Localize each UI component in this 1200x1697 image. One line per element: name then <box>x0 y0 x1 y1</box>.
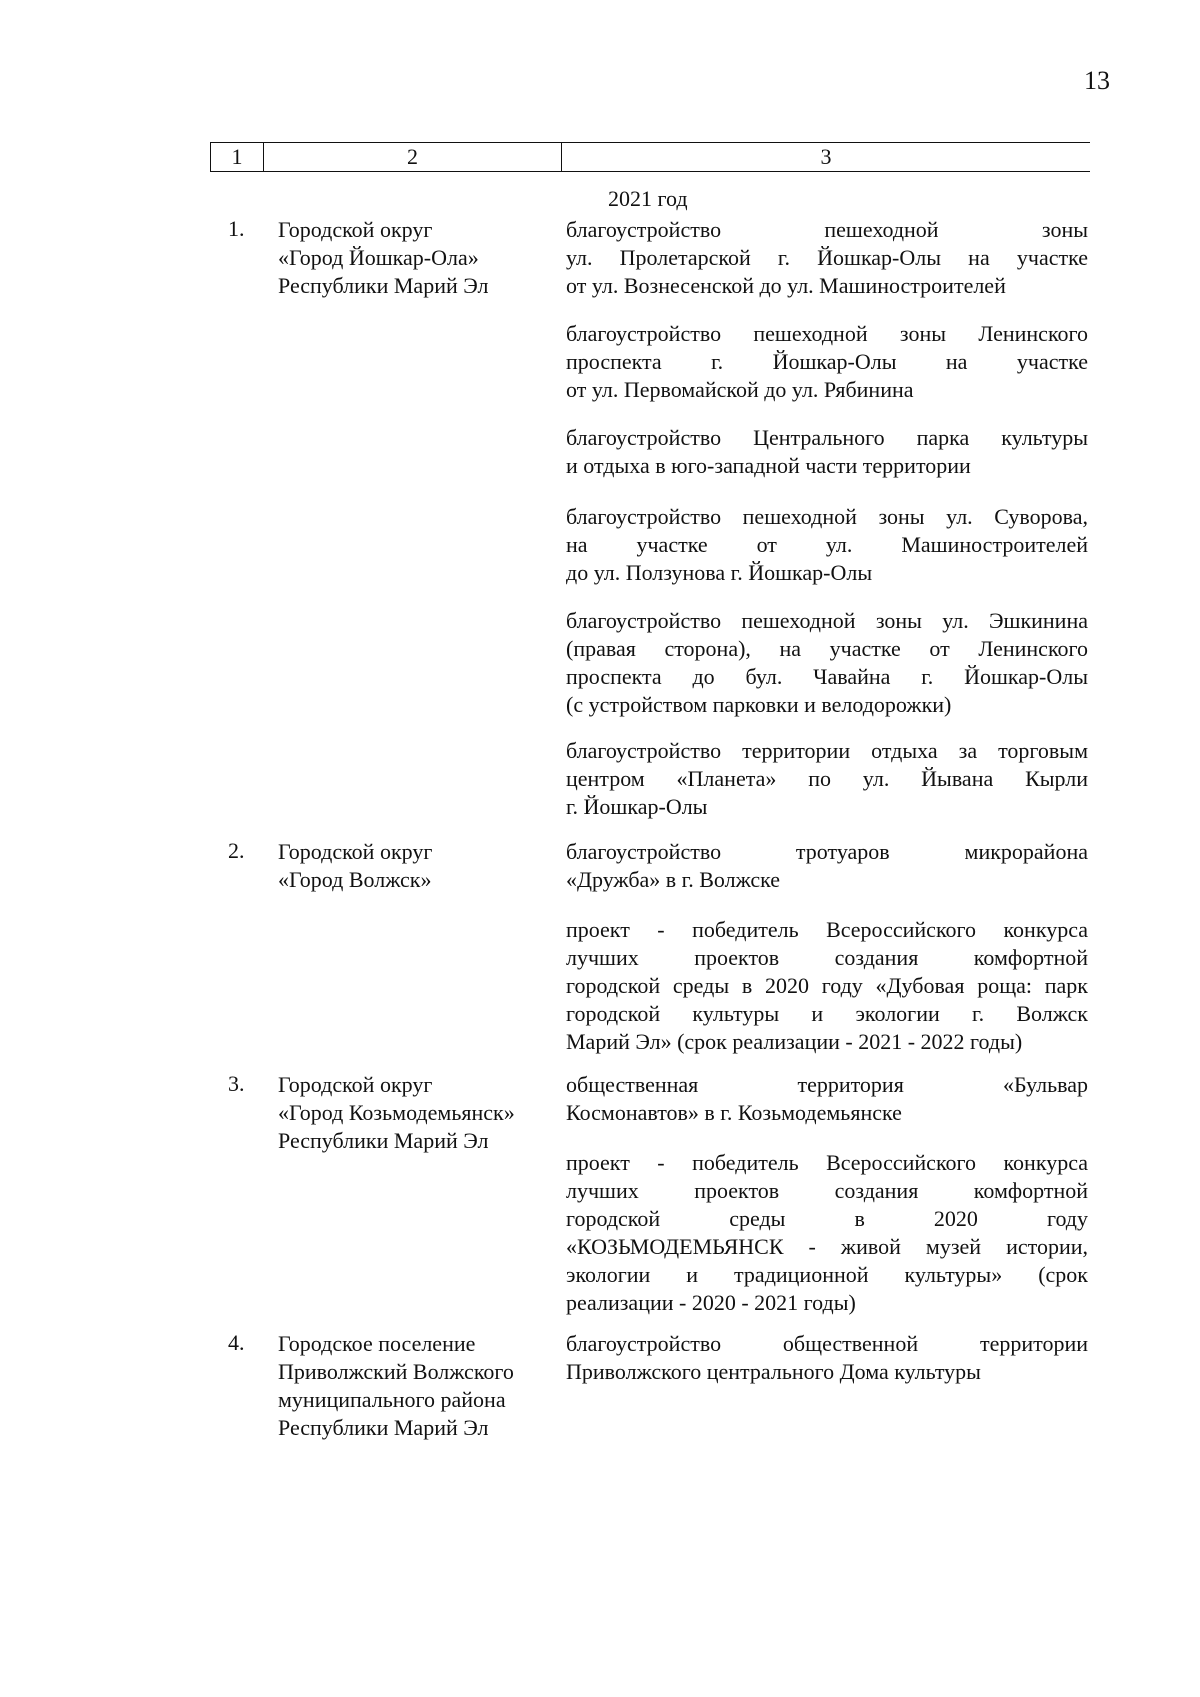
project-item <box>566 424 1088 480</box>
project-line: благоустройство общественной территории <box>566 1331 1088 1356</box>
header-col-1: 1 <box>211 143 264 172</box>
district-line: Республики Марий Эл <box>278 273 489 298</box>
year-heading: 2021 год <box>608 186 688 211</box>
project-item <box>566 1071 1088 1127</box>
district-name <box>278 1330 548 1442</box>
project-line: (с устройством парковки и велодорожки) <box>566 692 952 717</box>
table-header <box>210 142 1090 172</box>
project-item <box>566 1330 1088 1386</box>
project-line: от ул. Первомайской до ул. Рябинина <box>566 377 914 402</box>
header-col-3: 3 <box>562 143 1091 172</box>
district-line: муниципального района <box>278 1387 506 1412</box>
district-name <box>278 838 548 894</box>
district-line: «Город Козьмодемьянск» <box>278 1100 515 1125</box>
district-line: Городской округ <box>278 1072 433 1097</box>
project-line: городской среды в 2020 году <box>566 1206 1088 1231</box>
district-line: Приволжский Волжского <box>278 1359 514 1384</box>
project-line: до ул. Ползунова г. Йошкар-Олы <box>566 560 873 585</box>
project-item <box>566 607 1088 719</box>
district-name <box>278 1071 548 1155</box>
district-line: Городское поселение <box>278 1331 476 1356</box>
row-number: 2. <box>228 838 245 863</box>
project-line: «КОЗЬМОДЕМЬЯНСК - живой музей истории, <box>566 1234 1088 1259</box>
row-number: 3. <box>228 1071 245 1096</box>
project-line: «Дружба» в г. Волжске <box>566 867 781 892</box>
project-line: Приволжского центрального Дома культуры <box>566 1359 981 1384</box>
project-line: благоустройство пешеходной зоны Ленинского <box>566 321 1088 346</box>
project-line: благоустройство Центрального парка культуры <box>566 425 1088 450</box>
project-line: (правая сторона), на участке от Ленинского <box>566 636 1088 661</box>
project-item <box>566 503 1088 587</box>
row-number: 1. <box>228 216 245 241</box>
project-line: Марий Эл» (срок реализации - 2021 - 2022 годы) <box>566 1029 1023 1054</box>
project-line: благоустройство пешеходной зоны <box>566 217 1088 242</box>
project-line: реализации - 2020 - 2021 годы) <box>566 1290 856 1315</box>
project-line: экологии и традиционной культуры» (срок <box>566 1262 1088 1287</box>
project-line: благоустройство пешеходной зоны ул. Эшкинина <box>566 608 1088 633</box>
project-line: проект - победитель Всероссийского конкурса <box>566 917 1088 942</box>
project-line: на участке от ул. Машиностроителей <box>566 532 1088 557</box>
header-col-2: 2 <box>264 143 562 172</box>
row-number: 4. <box>228 1330 245 1355</box>
project-line: благоустройство тротуаров микрорайона <box>566 839 1088 864</box>
project-line: центром «Планета» по ул. Йывана Кырли <box>566 766 1088 791</box>
project-item <box>566 1149 1088 1317</box>
project-line: проект - победитель Всероссийского конкурса <box>566 1150 1088 1175</box>
project-item <box>566 838 1088 894</box>
district-line: Республики Марий Эл <box>278 1128 489 1153</box>
project-line: городской культуры и экологии г. Волжск <box>566 1001 1088 1026</box>
project-item <box>566 737 1088 821</box>
project-line: проспекта до бул. Чавайна г. Йошкар-Олы <box>566 664 1088 689</box>
project-line: городской среды в 2020 году «Дубовая роща: парк <box>566 973 1088 998</box>
project-line: лучших проектов создания комфортной <box>566 1178 1088 1203</box>
project-line: проспекта г. Йошкар-Олы на участке <box>566 349 1088 374</box>
project-item <box>566 916 1088 1056</box>
page-number: 13 <box>1084 66 1110 95</box>
project-line: ул. Пролетарской г. Йошкар-Олы на участке <box>566 245 1088 270</box>
project-line: г. Йошкар-Олы <box>566 794 708 819</box>
project-line: Космонавтов» в г. Козьмодемьянске <box>566 1100 902 1125</box>
district-line: Республики Марий Эл <box>278 1415 489 1440</box>
project-line: общественная территория «Бульвар <box>566 1072 1088 1097</box>
project-line: лучших проектов создания комфортной <box>566 945 1088 970</box>
project-line: благоустройство территории отдыха за торговым <box>566 738 1088 763</box>
district-line: Городской округ <box>278 217 433 242</box>
district-line: «Город Йошкар-Ола» <box>278 245 479 270</box>
district-line: «Город Волжск» <box>278 867 432 892</box>
district-line: Городской округ <box>278 839 433 864</box>
project-line: от ул. Вознесенской до ул. Машиностроителей <box>566 273 1006 298</box>
project-line: и отдыха в юго-западной части территории <box>566 453 971 478</box>
project-line: благоустройство пешеходной зоны ул. Суворова, <box>566 504 1088 529</box>
project-item <box>566 216 1088 300</box>
district-name <box>278 216 548 300</box>
project-item <box>566 320 1088 404</box>
